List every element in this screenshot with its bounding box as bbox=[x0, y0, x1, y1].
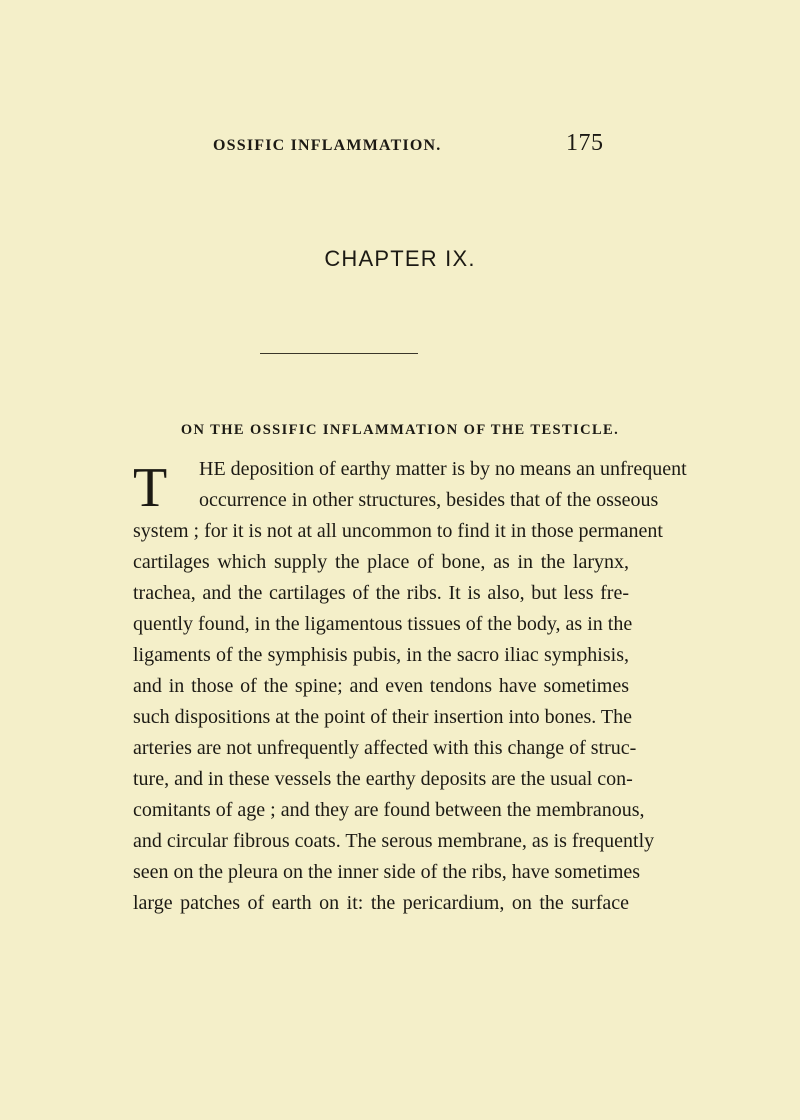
body-text bbox=[133, 454, 687, 919]
text-line: such dispositions at the point of their insertion into bones. The bbox=[133, 706, 633, 728]
text-line: comitants of age ; and they are found between the membranous, bbox=[133, 799, 645, 821]
text-line: ture, and in these vessels the earthy deposits are the usual con- bbox=[133, 768, 633, 790]
text-line: HE deposition of earthy matter is by no means an unfrequent bbox=[199, 458, 687, 480]
page-number: 175 bbox=[566, 130, 604, 156]
text-line: large patches of earth on it: the pericardium, on the surface bbox=[133, 892, 629, 914]
text-line: seen on the pleura on the inner side of the ribs, have sometimes bbox=[133, 861, 641, 883]
running-head: OSSIFIC INFLAMMATION. bbox=[213, 137, 442, 154]
chapter-title: CHAPTER IX. bbox=[324, 246, 476, 271]
text-line: arteries are not unfrequently affected with this change of struc- bbox=[133, 737, 637, 759]
divider-rule bbox=[260, 353, 418, 354]
drop-cap: T bbox=[133, 457, 168, 519]
text-line: occurrence in other structures, besides that of the osseous bbox=[199, 489, 659, 511]
text-line: quently found, in the ligamentous tissues of the body, as in the bbox=[133, 613, 633, 635]
text-line: and in those of the spine; and even tendons have sometimes bbox=[133, 675, 629, 697]
text-line: system ; for it is not at all uncommon to find it in those permanent bbox=[133, 520, 663, 542]
section-heading: ON THE OSSIFIC INFLAMMATION OF THE TESTICLE. bbox=[180, 422, 620, 438]
text-line: cartilages which supply the place of bone, as in the larynx, bbox=[133, 551, 629, 573]
text-line: ligaments of the symphisis pubis, in the sacro iliac symphisis, bbox=[133, 644, 629, 666]
text-line: trachea, and the cartilages of the ribs. It is also, but less fre- bbox=[133, 582, 629, 604]
text-line: and circular fibrous coats. The serous membrane, as is frequently bbox=[133, 830, 655, 852]
